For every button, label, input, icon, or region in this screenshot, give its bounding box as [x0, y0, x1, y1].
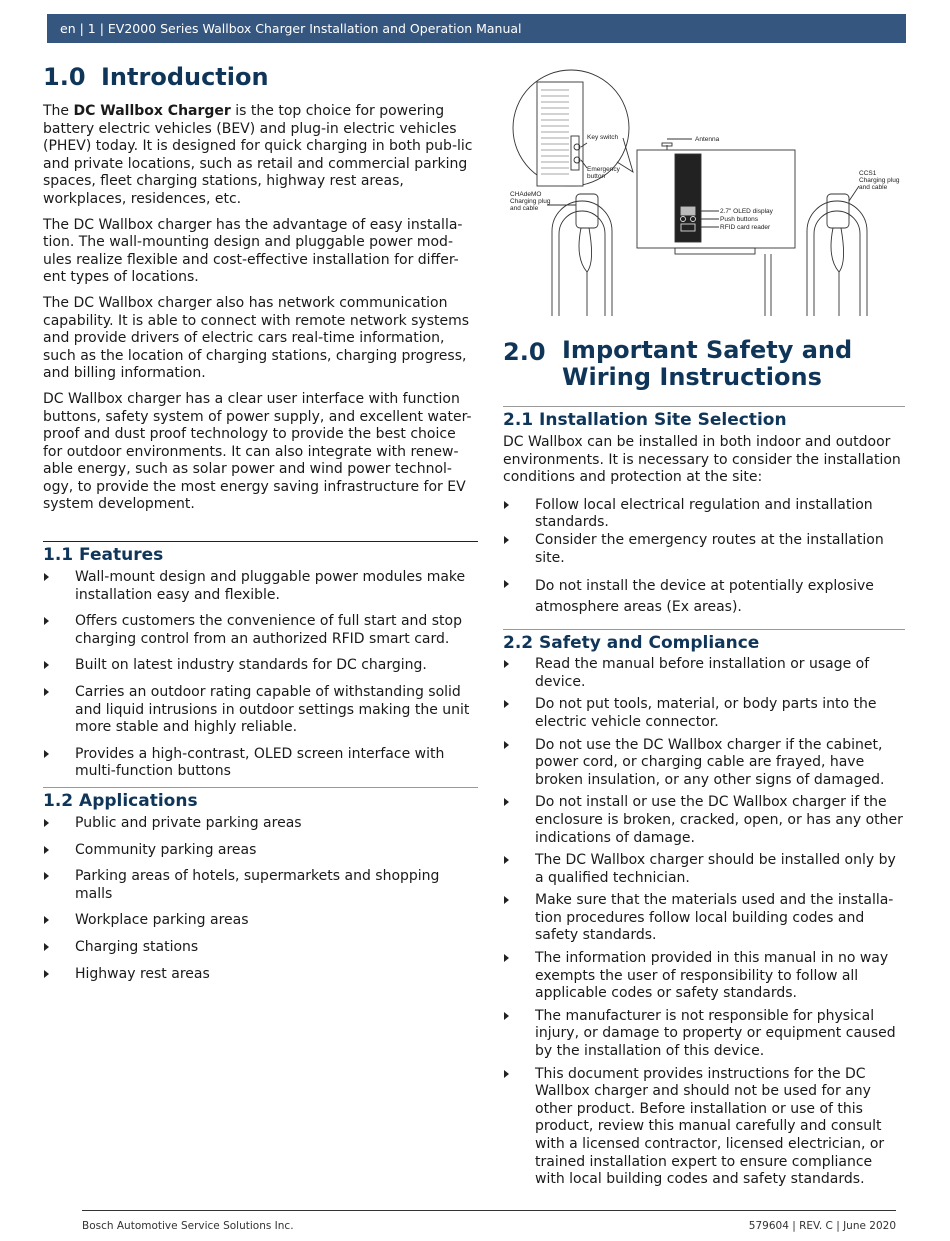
- charger-diagram: [507, 66, 900, 318]
- page-header: [47, 14, 906, 43]
- label-chademo: CHAdeMO: [510, 191, 542, 198]
- list-item: Offers customers the convenience of full start and stop charging control from an authorized RFID smart card.: [43, 613, 478, 648]
- list-item: Read the manual before installation or usage of device.: [503, 656, 905, 691]
- list-item: Public and private parking areas: [43, 815, 478, 833]
- safety-title-line-1: Important Safety and: [562, 336, 853, 364]
- site-list: [503, 497, 905, 618]
- list-item: Built on latest industry standards for DC charging.: [43, 657, 478, 675]
- product-name: DC Wallbox Charger: [73, 103, 231, 119]
- compliance-heading: 2.2 Safety and Compliance: [503, 629, 905, 654]
- left-column: [43, 62, 478, 983]
- list-item: Carries an outdoor rating capable of withstanding solid and liquid intrusions in outdoor settings making the unit more stable and highly reliable.: [43, 684, 478, 737]
- intro-title: Introduction: [101, 63, 269, 91]
- right-column: [503, 337, 905, 1189]
- list-item: The manufacturer is not responsible for physical injury, or damage to property or equipment caused by the installation of this device.: [503, 1008, 905, 1061]
- label-chademo-2: Charging plug: [510, 198, 551, 205]
- applications-list: [43, 815, 478, 983]
- intro-paragraph-1: The DC Wallbox Charger is the top choice for powering battery electric vehicles (BEV) and plug-in electric vehicles (PHEV) today. It is designed for quick charging in both pub-lic and private locations, such as retail and commercial parking spaces, fleet charging stations, highway rest areas, workplaces, residences, etc.: [43, 103, 473, 207]
- intro-paragraph-3: The DC Wallbox charger also has network communication capability. It is able to connect with remote network systems and provide drivers of electric cars real-time information, such as the location of charging stations, charging progress, and billing information.: [43, 294, 470, 382]
- applications-heading: 1.2 Applications: [43, 787, 478, 812]
- site-heading: 2.1 Installation Site Selection: [503, 406, 905, 431]
- intro-heading: [43, 62, 478, 92]
- footer-company: Bosch Automotive Service Solutions Inc.: [82, 1220, 294, 1232]
- list-item: The DC Wallbox charger should be installed only by a qualified technician.: [503, 852, 905, 887]
- label-chademo-3: and cable: [510, 205, 539, 212]
- label-ccs1: CCS1: [859, 170, 877, 177]
- label-ccs1-3: and cable: [859, 184, 888, 191]
- site-intro: DC Wallbox can be installed in both indoor and outdoor environments. It is necessary to consider the installation conditions and protection at the site:: [503, 434, 901, 486]
- list-item: Make sure that the materials used and the installa-tion procedures follow local building codes and safety standards.: [503, 892, 905, 945]
- label-oled: 2.7" OLED display: [720, 208, 773, 215]
- list-item: Do not install the device at potentially explosive atmosphere areas (Ex areas).: [503, 576, 905, 618]
- safety-number: 2.0: [503, 338, 546, 366]
- label-emergency: Emergency: [587, 166, 620, 173]
- list-item: Follow local electrical regulation and installation standards.: [503, 497, 905, 532]
- list-item: Community parking areas: [43, 842, 478, 860]
- safety-heading: [503, 337, 905, 391]
- list-item: Provides a high-contrast, OLED screen interface with multi-function buttons: [43, 746, 478, 781]
- intro-number: 1.0: [43, 63, 86, 91]
- list-item: This document provides instructions for the DC Wallbox charger and should not be used for any other product. Before installation or use of this product, review this manual carefully and consult with a licensed contractor, licensed electrician, or trained installation expert to ensure compliance with local building codes and safety standards.: [503, 1066, 905, 1189]
- label-emergency-2: button: [587, 173, 606, 180]
- label-rfid: RFID card reader: [720, 224, 771, 231]
- label-ccs1-2: Charging plug: [859, 177, 900, 184]
- footer-doc-info: 579604 | REV. C | June 2020: [748, 1220, 896, 1232]
- list-item: Charging stations: [43, 939, 478, 957]
- list-item: Consider the emergency routes at the installation site.: [503, 532, 905, 567]
- label-push-buttons: Push buttons: [720, 216, 758, 223]
- safety-title-line-2: Wiring Instructions: [562, 363, 822, 391]
- list-item: Do not use the DC Wallbox charger if the cabinet, power cord, or charging cable are frayed, have broken insulation, or any other signs of damaged.: [503, 737, 905, 790]
- list-item: Workplace parking areas: [43, 912, 478, 930]
- label-antenna: Antenna: [695, 136, 720, 143]
- intro-paragraph-2: The DC Wallbox charger has the advantage of easy installa-tion. The wall-mounting design and pluggable power mod-ules realize flexible and cost-effective installation for differ-ent types of locations.: [43, 216, 463, 286]
- footer-divider: [82, 1210, 896, 1211]
- list-item: Parking areas of hotels, supermarkets and shopping malls: [43, 868, 478, 903]
- features-list: [43, 569, 478, 781]
- list-item: The information provided in this manual in no way exempts the user of responsibility to follow all applicable codes or safety standards.: [503, 950, 905, 1003]
- list-item: Wall-mount design and pluggable power modules make installation easy and flexible.: [43, 569, 478, 604]
- intro-paragraph-4: DC Wallbox charger has a clear user interface with function buttons, safety system of power supply, and excellent water-proof and dust proof technology to provide the best choice for outdoor environments. It can also integrate with renew-able energy, such as solar power and wind power technol-ogy, to provide the most energy saving infrastructure for EV system development.: [43, 390, 472, 513]
- label-key-switch: Key switch: [587, 134, 619, 141]
- list-item: Do not install or use the DC Wallbox charger if the enclosure is broken, cracked, open, or has any other indications of damage.: [503, 794, 905, 847]
- compliance-list: [503, 656, 905, 1189]
- list-item: Highway rest areas: [43, 966, 478, 984]
- list-item: Do not put tools, material, or body parts into the electric vehicle connector.: [503, 696, 905, 731]
- header-text: en | 1 | EV2000 Series Wallbox Charger Installation and Operation Manual: [60, 21, 522, 36]
- features-heading: 1.1 Features: [43, 541, 478, 566]
